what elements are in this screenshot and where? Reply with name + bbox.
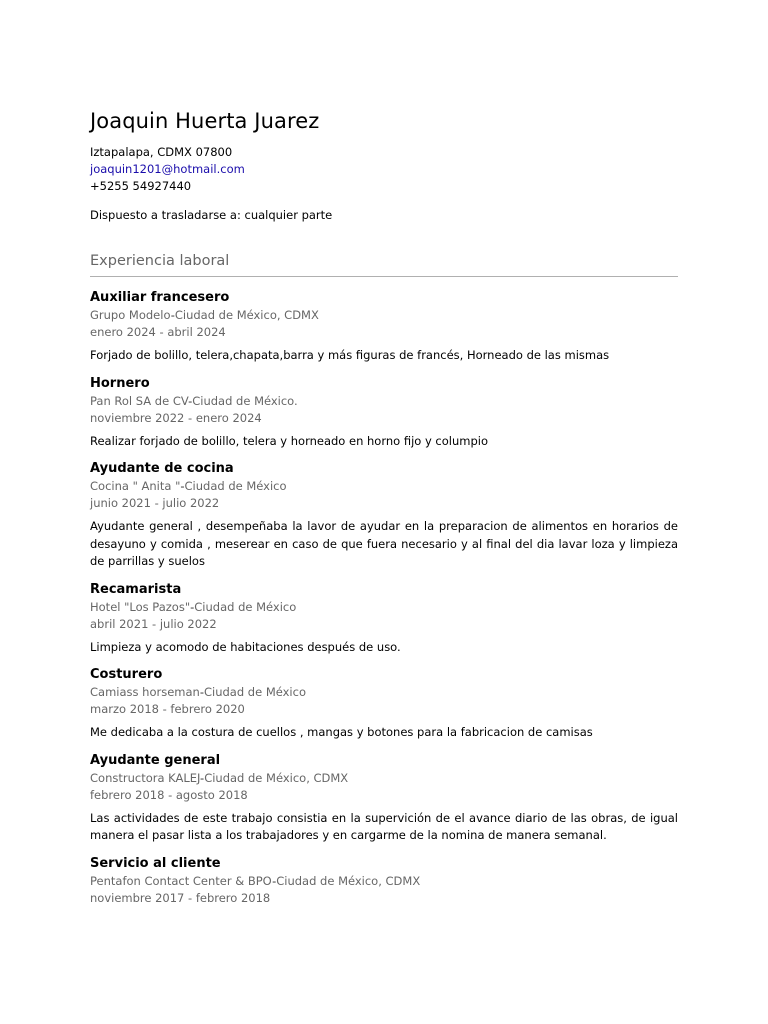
job-location: Ciudad de México xyxy=(184,479,287,493)
job-company: Pentafon Contact Center & BPO xyxy=(90,873,273,888)
job-dates: abril 2021 - julio 2022 xyxy=(90,616,217,631)
job-company: Hotel "Los Pazos" xyxy=(90,599,191,614)
job-description: Limpieza y acomodo de habitaciones después de uso. xyxy=(90,639,401,654)
job-description: Realizar forjado de bolillo, telera y horneado en horno fijo y columpio xyxy=(90,433,489,448)
company-location-separator: - xyxy=(190,599,195,614)
job-list xyxy=(90,289,678,907)
job-title: Ayudante general xyxy=(90,752,221,768)
job-location: Ciudad de México xyxy=(194,599,297,614)
company-location-separator: - xyxy=(180,479,185,493)
company-location-separator: - xyxy=(188,393,193,408)
job-dates: noviembre 2022 - enero 2024 xyxy=(90,410,262,425)
company-location-separator: - xyxy=(199,685,204,699)
company-location-separator: - xyxy=(272,873,277,888)
candidate-name: Joaquin Huerta Juarez xyxy=(90,109,320,133)
job-title: Auxiliar francesero xyxy=(90,290,230,305)
job-entry xyxy=(90,752,678,845)
job-title: Costurero xyxy=(90,667,163,682)
job-description: Las actividades de este trabajo consistia en la supervición de el avance diario de las obras, de igual manera el pasar lista a los trabajadores y en cargarme de la nomina de manera semanal. xyxy=(90,810,678,842)
job-title: Hornero xyxy=(90,375,150,391)
job-dates: junio 2021 - julio 2022 xyxy=(90,496,220,510)
job-company-line xyxy=(90,770,678,787)
job-dates: febrero 2018 - agosto 2018 xyxy=(90,787,248,802)
job-entry xyxy=(90,855,678,907)
job-title: Ayudante de cocina xyxy=(90,461,234,476)
job-company-line xyxy=(90,478,678,495)
resume-page xyxy=(90,106,678,907)
job-company-line xyxy=(90,599,678,616)
job-entry xyxy=(90,289,678,365)
job-company: Pan Rol SA de CV xyxy=(90,393,189,408)
job-location: Ciudad de México, CDMX xyxy=(174,308,319,322)
job-company-line xyxy=(90,393,678,410)
job-company-line xyxy=(90,873,678,890)
job-entry xyxy=(90,375,678,451)
location-text: Iztapalapa, CDMX 07800 xyxy=(90,145,233,159)
job-location: Ciudad de México, CDMX xyxy=(204,770,349,785)
job-dates: noviembre 2017 - febrero 2018 xyxy=(90,890,271,905)
email-link[interactable]: joaquin1201@hotmail.com xyxy=(90,162,245,176)
job-dates: enero 2024 - abril 2024 xyxy=(90,325,226,339)
section-title-experience: Experiencia laboral xyxy=(90,251,678,277)
job-description: Ayudante general , desempeñaba la lavor de ayudar en la preparacion de alimentos en horarios de desayuno y comida , meserear en caso de que fuera necesario y al final del dia lavar loza y limpieza de parrillas y suelos xyxy=(90,519,678,568)
job-location: Ciudad de México. xyxy=(192,393,298,408)
phone-text: +5255 54927440 xyxy=(90,179,192,193)
job-entry xyxy=(90,666,678,742)
job-title: Servicio al cliente xyxy=(90,855,221,871)
job-description: Me dedicaba a la costura de cuellos , mangas y botones para la fabricacion de camisas xyxy=(90,725,593,739)
company-location-separator: - xyxy=(200,770,205,785)
job-company: Grupo Modelo xyxy=(90,308,171,322)
job-description: Forjado de bolillo, telera,chapata,barra y más figuras de francés, Horneado de las mismas xyxy=(90,348,610,362)
job-title: Recamarista xyxy=(90,581,182,597)
job-company: Constructora KALEJ xyxy=(90,770,201,785)
job-location: Ciudad de México, CDMX xyxy=(276,873,421,888)
job-entry xyxy=(90,581,678,657)
job-location: Ciudad de México xyxy=(203,685,306,699)
job-entry xyxy=(90,460,678,571)
job-company: Camiass horseman xyxy=(90,685,200,699)
job-company: Cocina " Anita " xyxy=(90,479,181,493)
company-location-separator: - xyxy=(170,308,175,322)
job-company-line xyxy=(90,307,678,324)
job-dates: marzo 2018 - febrero 2020 xyxy=(90,702,245,716)
relocation-text: Dispuesto a trasladarse a: cualquier parte xyxy=(90,208,333,222)
job-company-line xyxy=(90,684,678,701)
